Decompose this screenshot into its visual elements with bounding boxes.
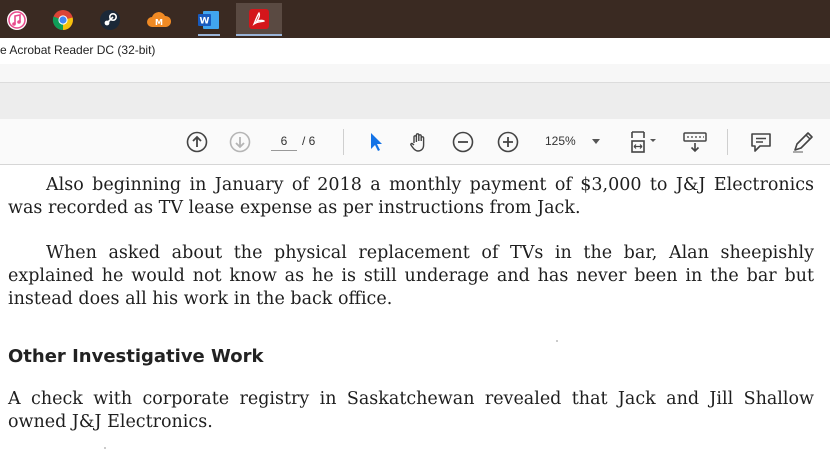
- scan-speck: [104, 447, 106, 449]
- toolbar-divider: [727, 129, 728, 155]
- section-heading: Other Investigative Work: [8, 346, 264, 367]
- word-icon: [197, 9, 221, 31]
- keyboard-download-icon: [682, 130, 708, 154]
- next-page-button[interactable]: [227, 129, 253, 155]
- taskbar-mega[interactable]: [142, 3, 176, 36]
- zoom-level-select[interactable]: 125%: [545, 134, 576, 148]
- chrome-icon: [52, 9, 74, 31]
- zoom-in-button[interactable]: [496, 129, 520, 155]
- document-page: [0, 165, 830, 466]
- taskbar-acrobat[interactable]: [236, 3, 282, 36]
- tab-band: [0, 82, 830, 120]
- sign-button[interactable]: [790, 129, 816, 155]
- zoom-out-button[interactable]: [451, 129, 475, 155]
- window-titlebar: [0, 38, 830, 64]
- comment-icon: [750, 131, 772, 153]
- taskbar-itunes[interactable]: [0, 3, 34, 36]
- menu-area: [0, 64, 830, 82]
- hand-icon: [408, 131, 430, 153]
- word-glyph: W: [199, 16, 210, 26]
- arrow-up-icon: [186, 131, 208, 153]
- page-number-input[interactable]: 6: [271, 132, 297, 151]
- acrobat-icon: [248, 8, 270, 30]
- hand-tool-button[interactable]: [406, 129, 432, 155]
- pen-icon: [791, 130, 815, 154]
- page-total: / 6: [302, 134, 316, 148]
- taskbar-chrome[interactable]: [46, 3, 80, 36]
- taskbar: [0, 0, 830, 38]
- mega-cloud-icon: [146, 10, 172, 30]
- window-title: e Acrobat Reader DC (32-bit): [0, 43, 156, 57]
- fit-page-icon: [628, 130, 660, 154]
- paragraph-tv-replacement: When asked about the physical replacement of TVs in the bar, Alan sheepishly explained he would not know as he is still underage and has never been in the bar but instead does all his work in the back office.: [8, 243, 814, 309]
- arrow-down-icon: [229, 131, 251, 153]
- chevron-down-icon[interactable]: [592, 139, 600, 144]
- previous-page-button[interactable]: [184, 129, 210, 155]
- paragraph-lease-expense: Also beginning in January of 2018 a monthly payment of $3,000 to J&J Electronics was recorded as TV lease expense as per instructions from Jack.: [8, 175, 814, 218]
- paragraph-corporate-registry: A check with corporate registry in Saskatchewan revealed that Jack and Jill Shallow owned J&J Electronics.: [8, 389, 814, 432]
- scan-speck: [556, 340, 558, 342]
- comment-button[interactable]: [748, 129, 774, 155]
- itunes-icon: [6, 9, 28, 31]
- cursor-arrow-icon: [368, 132, 384, 152]
- toolbar-divider: [343, 129, 344, 155]
- taskbar-word[interactable]: [192, 3, 226, 36]
- zoom-out-icon: [452, 131, 474, 153]
- steam-icon: [99, 9, 121, 31]
- taskbar-steam[interactable]: [93, 3, 127, 36]
- page-fit-button[interactable]: [627, 129, 661, 155]
- read-mode-button[interactable]: [681, 129, 709, 155]
- select-tool-button[interactable]: [364, 129, 388, 155]
- toolbar: [0, 119, 830, 165]
- mega-glyph: M: [155, 17, 163, 27]
- zoom-in-icon: [497, 131, 519, 153]
